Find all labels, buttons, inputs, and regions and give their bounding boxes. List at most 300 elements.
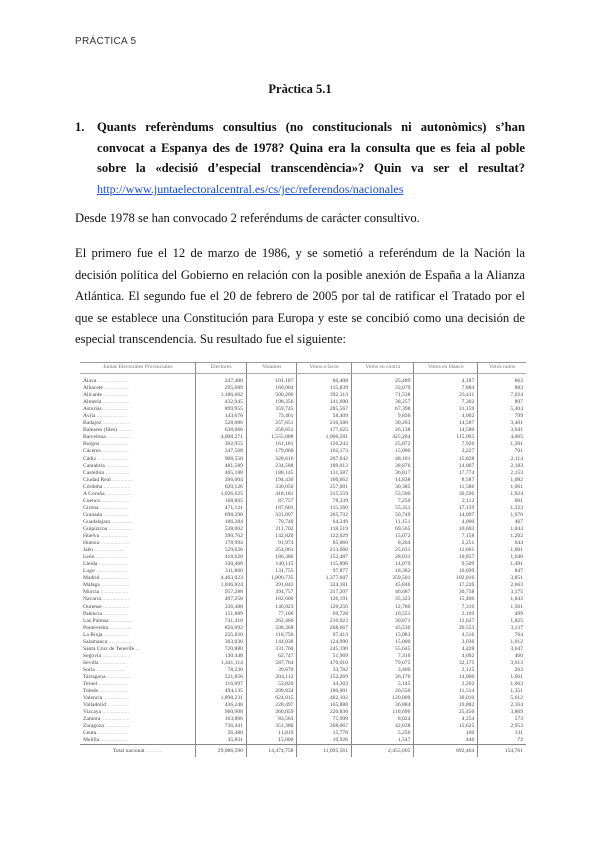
cell-value: 87,757 bbox=[278, 497, 294, 504]
value-cell bbox=[297, 561, 352, 568]
value-cell bbox=[478, 653, 526, 660]
province-name: Alicante bbox=[83, 392, 102, 399]
value-cell bbox=[196, 448, 247, 455]
table-row bbox=[80, 427, 526, 434]
value-cell bbox=[352, 413, 414, 420]
cell-value: 3,851 bbox=[510, 575, 523, 582]
reference-link[interactable]: http://www.juntaelectoralcentral.es/cs/jec/referendos/nacionales bbox=[97, 182, 404, 197]
question-text: Quants referèndums consultius (no constitucionals ni autonòmics) s’han convocat a Espanya des de 1978? Quina era la consulta que es feia al poble sobre la «decisió d’especial transcendència»? Quin va ser el resultat? bbox=[97, 120, 525, 176]
province-name: Sevilla bbox=[83, 659, 99, 666]
value-cell bbox=[297, 611, 352, 618]
value-cell bbox=[196, 745, 247, 758]
cell-value: 497,250 bbox=[224, 596, 243, 603]
value-cell bbox=[352, 702, 414, 709]
province-name: Cádiz bbox=[83, 455, 97, 462]
province-cell bbox=[80, 470, 196, 477]
cell-value: 17,226 bbox=[458, 582, 475, 589]
province-name: Ourense bbox=[83, 603, 102, 610]
province-name: Lleida bbox=[83, 561, 98, 568]
value-cell bbox=[352, 519, 414, 526]
value-cell bbox=[478, 745, 526, 758]
leader-dots: .................. bbox=[102, 695, 129, 702]
cell-value: 53,820 bbox=[278, 681, 294, 688]
province-cell bbox=[80, 618, 196, 625]
table-row bbox=[80, 448, 526, 455]
value-cell bbox=[478, 540, 526, 547]
cell-value: 247,400 bbox=[224, 378, 243, 384]
cell-value: 10,551 bbox=[395, 610, 411, 617]
cell-value: 14,097 bbox=[458, 511, 475, 518]
cell-value: 152,487 bbox=[329, 554, 349, 561]
cell-value: 15,000 bbox=[278, 737, 294, 744]
province-name: León bbox=[83, 554, 95, 561]
value-cell bbox=[352, 695, 414, 702]
province-cell bbox=[80, 498, 196, 505]
cell-value: 152,269 bbox=[329, 673, 349, 680]
cell-value: 311,860 bbox=[224, 568, 243, 575]
province-cell bbox=[80, 477, 196, 484]
cell-value: 529,626 bbox=[224, 547, 243, 554]
table-row bbox=[80, 413, 526, 420]
cell-value: 460 bbox=[514, 652, 523, 659]
cell-value: 7,926 bbox=[461, 441, 475, 448]
province-name: Asturias bbox=[83, 406, 102, 413]
value-cell bbox=[246, 491, 297, 498]
value-cell bbox=[352, 653, 414, 660]
value-cell bbox=[478, 695, 526, 702]
value-cell bbox=[297, 554, 352, 561]
value-cell bbox=[196, 526, 247, 533]
province-name: Tarragona bbox=[83, 673, 106, 680]
leader-dots: ..................... bbox=[96, 378, 128, 384]
cell-value: 143,676 bbox=[224, 413, 243, 420]
province-cell bbox=[80, 737, 196, 745]
province-cell bbox=[80, 554, 196, 561]
value-cell bbox=[246, 392, 297, 399]
cell-value: 45,846 bbox=[395, 582, 411, 589]
cell-value: 10,699 bbox=[458, 568, 475, 575]
cell-value: 30,758 bbox=[458, 589, 475, 596]
leader-dots: .................. bbox=[104, 490, 132, 497]
table-row bbox=[80, 554, 526, 561]
province-cell bbox=[80, 434, 196, 441]
cell-value: 1,561 bbox=[510, 603, 523, 610]
value-cell bbox=[352, 374, 414, 386]
province-name: Girona bbox=[83, 504, 99, 511]
value-cell bbox=[246, 709, 297, 716]
cell-value: 46,687 bbox=[395, 589, 411, 596]
cell-value: 33,782 bbox=[332, 666, 349, 673]
cell-value: 33,079 bbox=[395, 385, 411, 392]
province-cell bbox=[80, 575, 196, 582]
value-cell bbox=[478, 374, 526, 386]
province-name: Valencia bbox=[83, 695, 103, 702]
cell-value: 360,059 bbox=[275, 709, 294, 716]
page-title: Pràctica 5.1 bbox=[268, 82, 332, 96]
table-row bbox=[80, 702, 526, 709]
value-cell bbox=[246, 667, 297, 674]
leader-dots: .................... bbox=[99, 441, 129, 448]
cell-value: 163,866 bbox=[224, 716, 243, 723]
leader-dots: ............... bbox=[110, 518, 133, 525]
leader-dots: ..................... bbox=[95, 413, 127, 420]
cell-value: 257,001 bbox=[329, 483, 349, 490]
value-cell bbox=[297, 456, 352, 463]
cell-value: 97,413 bbox=[332, 631, 349, 638]
column-header: Votantes bbox=[246, 363, 297, 374]
cell-value: 432,945 bbox=[224, 399, 243, 406]
value-cell bbox=[414, 420, 478, 427]
province-cell bbox=[80, 561, 196, 568]
cell-value: 4,428 bbox=[461, 645, 475, 652]
cell-value: 481,589 bbox=[224, 462, 243, 469]
table-row bbox=[80, 399, 526, 406]
value-cell bbox=[297, 519, 352, 526]
cell-value: 116,097 bbox=[224, 681, 243, 688]
value-cell bbox=[478, 618, 526, 625]
value-cell bbox=[414, 688, 478, 695]
cell-value: 15,406 bbox=[458, 596, 475, 603]
cell-value: 446 bbox=[465, 737, 475, 744]
cell-value: 162,173 bbox=[329, 448, 349, 455]
cell-value: 3,613 bbox=[510, 659, 523, 666]
table-row bbox=[80, 498, 526, 505]
cell-value: 210,023 bbox=[329, 617, 349, 624]
value-cell bbox=[196, 498, 247, 505]
cell-value: 11,819 bbox=[278, 730, 294, 737]
value-cell bbox=[196, 660, 247, 667]
cell-value: 638,066 bbox=[224, 427, 243, 434]
cell-value: 30,263 bbox=[395, 420, 411, 427]
cell-value: 847 bbox=[514, 568, 523, 575]
table-row bbox=[80, 575, 526, 582]
cell-value: 3,137 bbox=[510, 624, 523, 631]
cell-value: 258,651 bbox=[275, 427, 294, 434]
value-cell bbox=[478, 709, 526, 716]
cell-value: 338,368 bbox=[275, 624, 294, 631]
total-row bbox=[80, 745, 526, 758]
value-cell bbox=[352, 604, 414, 611]
cell-value: 359,745 bbox=[275, 406, 294, 413]
value-cell bbox=[414, 484, 478, 491]
province-name: Salamanca bbox=[83, 638, 108, 645]
value-cell bbox=[352, 596, 414, 603]
cell-value: 3,400 bbox=[397, 666, 411, 673]
province-name: Málaga bbox=[83, 582, 100, 589]
value-cell bbox=[297, 646, 352, 653]
cell-value: 55,645 bbox=[395, 645, 411, 652]
leader-dots: .......... bbox=[117, 427, 133, 434]
cell-value: 14,587 bbox=[458, 420, 475, 427]
value-cell bbox=[246, 681, 297, 688]
value-cell bbox=[478, 582, 526, 589]
value-cell bbox=[352, 448, 414, 455]
value-cell bbox=[414, 709, 478, 716]
value-cell bbox=[196, 589, 247, 596]
value-cell bbox=[246, 484, 297, 491]
value-cell bbox=[196, 505, 247, 512]
cell-value: 23,411 bbox=[459, 392, 475, 399]
value-cell bbox=[297, 568, 352, 575]
leader-dots: ................ bbox=[108, 617, 133, 624]
cell-value: 3,227 bbox=[461, 448, 475, 455]
leader-dots: ................... bbox=[101, 652, 129, 659]
cell-value: 25,872 bbox=[395, 441, 411, 448]
leader-dots: .................... bbox=[99, 540, 129, 547]
value-cell bbox=[352, 674, 414, 681]
value-cell bbox=[246, 589, 297, 596]
cell-value: 538,062 bbox=[224, 525, 243, 532]
value-cell bbox=[352, 540, 414, 547]
cell-value: 5,145 bbox=[397, 681, 411, 688]
cell-value: 295,689 bbox=[224, 385, 243, 392]
value-cell bbox=[478, 716, 526, 723]
table-row bbox=[80, 681, 526, 688]
table-row bbox=[80, 484, 526, 491]
leader-dots: ................... bbox=[102, 483, 131, 490]
value-cell bbox=[297, 737, 352, 745]
column-header: Electores bbox=[196, 363, 247, 374]
value-cell bbox=[414, 526, 478, 533]
table-row bbox=[80, 639, 526, 646]
table-row bbox=[80, 456, 526, 463]
cell-value: 53,500 bbox=[395, 490, 411, 497]
value-cell bbox=[414, 477, 478, 484]
cell-value: 18,382 bbox=[395, 568, 411, 575]
cell-value: 186,386 bbox=[275, 554, 294, 561]
cell-value: 899,955 bbox=[224, 406, 243, 413]
value-cell bbox=[246, 688, 297, 695]
cell-value: 1,843 bbox=[510, 596, 523, 603]
cell-value: 4,002 bbox=[461, 413, 475, 420]
value-cell bbox=[414, 441, 478, 448]
cell-value: 1,026,625 bbox=[220, 490, 243, 497]
value-cell bbox=[414, 730, 478, 737]
value-cell bbox=[297, 688, 352, 695]
value-cell bbox=[478, 498, 526, 505]
value-cell bbox=[352, 420, 414, 427]
cell-value: 38,257 bbox=[395, 399, 411, 406]
cell-value: 4,000 bbox=[461, 518, 475, 525]
value-cell bbox=[414, 660, 478, 667]
value-cell bbox=[478, 702, 526, 709]
value-cell bbox=[352, 667, 414, 674]
cell-value: 35,323 bbox=[395, 596, 411, 603]
value-cell bbox=[196, 385, 247, 392]
cell-value: 701 bbox=[514, 448, 523, 455]
value-cell bbox=[478, 420, 526, 427]
province-name: Córdoba bbox=[83, 483, 103, 490]
cell-value: 30,385 bbox=[395, 483, 411, 490]
value-cell bbox=[196, 456, 247, 463]
value-cell bbox=[352, 498, 414, 505]
cell-value: 70,740 bbox=[278, 518, 294, 525]
cell-value: 1,201 bbox=[510, 441, 523, 448]
cell-value: 142,820 bbox=[275, 533, 294, 540]
value-cell bbox=[414, 589, 478, 596]
table-row bbox=[80, 491, 526, 498]
province-name: Huelva bbox=[83, 533, 100, 540]
cell-value: 265,732 bbox=[329, 511, 349, 518]
value-cell bbox=[414, 568, 478, 575]
leader-dots: .................. bbox=[103, 723, 131, 730]
province-name: A Coruña bbox=[83, 490, 105, 497]
value-cell bbox=[297, 547, 352, 554]
value-cell bbox=[414, 716, 478, 723]
value-cell bbox=[352, 660, 414, 667]
value-cell bbox=[297, 709, 352, 716]
cell-value: 14,006 bbox=[458, 673, 475, 680]
value-cell bbox=[246, 505, 297, 512]
table-row bbox=[80, 441, 526, 448]
cell-value: 115,896 bbox=[330, 561, 349, 568]
cell-value: 161,181 bbox=[275, 441, 294, 448]
cell-value: 2,112 bbox=[461, 497, 475, 504]
cell-value: 263 bbox=[514, 666, 523, 673]
value-cell bbox=[352, 456, 414, 463]
cell-value: 1,898,231 bbox=[220, 695, 243, 702]
cell-value: 209,834 bbox=[275, 688, 294, 695]
province-name: Cuenca bbox=[83, 497, 100, 504]
cell-value: 351,380 bbox=[275, 723, 294, 730]
province-name: Huesca bbox=[83, 540, 100, 547]
value-cell bbox=[297, 653, 352, 660]
cell-value: 118,756 bbox=[275, 631, 294, 638]
value-cell bbox=[297, 745, 352, 758]
cell-value: 26,138 bbox=[395, 427, 411, 434]
value-cell bbox=[196, 470, 247, 477]
cell-value: 4,254 bbox=[461, 716, 475, 723]
cell-value: 31,159 bbox=[458, 406, 475, 413]
value-cell bbox=[352, 505, 414, 512]
value-cell bbox=[478, 632, 526, 639]
cell-value: 3,647 bbox=[510, 645, 523, 652]
cell-value: 315,559 bbox=[329, 490, 349, 497]
leader-dots: ................. bbox=[105, 673, 131, 680]
value-cell bbox=[246, 568, 297, 575]
value-cell bbox=[414, 554, 478, 561]
value-cell bbox=[478, 491, 526, 498]
table-row bbox=[80, 561, 526, 568]
cell-value: 9,836 bbox=[397, 413, 411, 420]
column-header: Votos en contra bbox=[352, 363, 414, 374]
cell-value: 101,187 bbox=[275, 378, 294, 384]
value-cell bbox=[246, 406, 297, 413]
leader-dots: ................... bbox=[101, 603, 130, 610]
value-cell bbox=[414, 505, 478, 512]
cell-value: 391,842 bbox=[275, 582, 294, 589]
cell-value: 7,302 bbox=[461, 399, 475, 406]
cell-value: 7,316 bbox=[461, 603, 475, 610]
province-name: Vizcaya bbox=[83, 709, 101, 716]
value-cell bbox=[196, 730, 247, 737]
value-cell bbox=[246, 385, 297, 392]
column-header: Votos en blanco bbox=[414, 363, 478, 374]
value-cell bbox=[196, 596, 247, 603]
value-cell bbox=[352, 618, 414, 625]
cell-value: 644 bbox=[514, 540, 523, 547]
value-cell bbox=[297, 575, 352, 582]
cell-value: 73,461 bbox=[278, 413, 294, 420]
value-cell bbox=[414, 695, 478, 702]
value-cell bbox=[246, 632, 297, 639]
value-cell bbox=[196, 374, 247, 386]
table-row bbox=[80, 385, 526, 392]
cell-value: 14,580 bbox=[458, 427, 475, 434]
cell-value: 1,082 bbox=[510, 476, 523, 483]
value-cell bbox=[246, 526, 297, 533]
cell-value: 2,164 bbox=[510, 702, 523, 709]
cell-value: 5,612 bbox=[510, 695, 523, 702]
province-cell bbox=[80, 385, 196, 392]
leader-dots: ................ bbox=[108, 624, 132, 631]
value-cell bbox=[352, 512, 414, 519]
cell-value: 2,125 bbox=[461, 666, 475, 673]
table-row bbox=[80, 582, 526, 589]
cell-value: 4,008,271 bbox=[220, 434, 243, 441]
cell-value: 64,249 bbox=[332, 518, 349, 525]
value-cell bbox=[478, 505, 526, 512]
value-cell bbox=[352, 646, 414, 653]
value-cell bbox=[414, 639, 478, 646]
table-row bbox=[80, 596, 526, 603]
value-cell bbox=[478, 392, 526, 399]
value-cell bbox=[196, 434, 247, 441]
question-1 bbox=[75, 117, 525, 200]
leader-dots: ..................... bbox=[96, 730, 127, 737]
province-name: Navarra bbox=[83, 596, 102, 603]
cell-value: 471,121 bbox=[224, 504, 243, 511]
value-cell bbox=[414, 667, 478, 674]
value-cell bbox=[297, 441, 352, 448]
leader-dots: ..................... bbox=[94, 666, 126, 673]
value-cell bbox=[246, 547, 297, 554]
value-cell bbox=[478, 533, 526, 540]
value-cell bbox=[196, 737, 247, 745]
value-cell bbox=[246, 498, 297, 505]
cell-value: 36,884 bbox=[395, 702, 411, 709]
province-name: Barcelona bbox=[83, 434, 106, 441]
province-cell bbox=[80, 674, 196, 681]
table-row bbox=[80, 392, 526, 399]
province-cell bbox=[80, 441, 196, 448]
value-cell bbox=[246, 625, 297, 632]
cell-value: 78,230 bbox=[227, 666, 243, 673]
value-cell bbox=[246, 456, 297, 463]
value-cell bbox=[297, 420, 352, 427]
cell-value: 20,550 bbox=[395, 688, 411, 695]
cell-value: 268,667 bbox=[329, 624, 349, 631]
value-cell bbox=[196, 568, 247, 575]
value-cell bbox=[352, 392, 414, 399]
province-cell bbox=[80, 667, 196, 674]
value-cell bbox=[246, 448, 297, 455]
cell-value: 79,075 bbox=[395, 659, 411, 666]
cell-value: 115,160 bbox=[330, 504, 349, 511]
cell-value: 15,625 bbox=[458, 723, 475, 730]
value-cell bbox=[478, 413, 526, 420]
table-row bbox=[80, 625, 526, 632]
leader-dots: ................... bbox=[100, 448, 129, 455]
province-name: Total nacional bbox=[112, 748, 145, 755]
value-cell bbox=[297, 639, 352, 646]
cell-value: 1,547 bbox=[397, 737, 411, 744]
value-cell bbox=[246, 519, 297, 526]
leader-dots: .................... bbox=[97, 561, 127, 568]
cell-value: 1,323 bbox=[510, 504, 523, 511]
value-cell bbox=[478, 519, 526, 526]
value-cell bbox=[196, 547, 247, 554]
